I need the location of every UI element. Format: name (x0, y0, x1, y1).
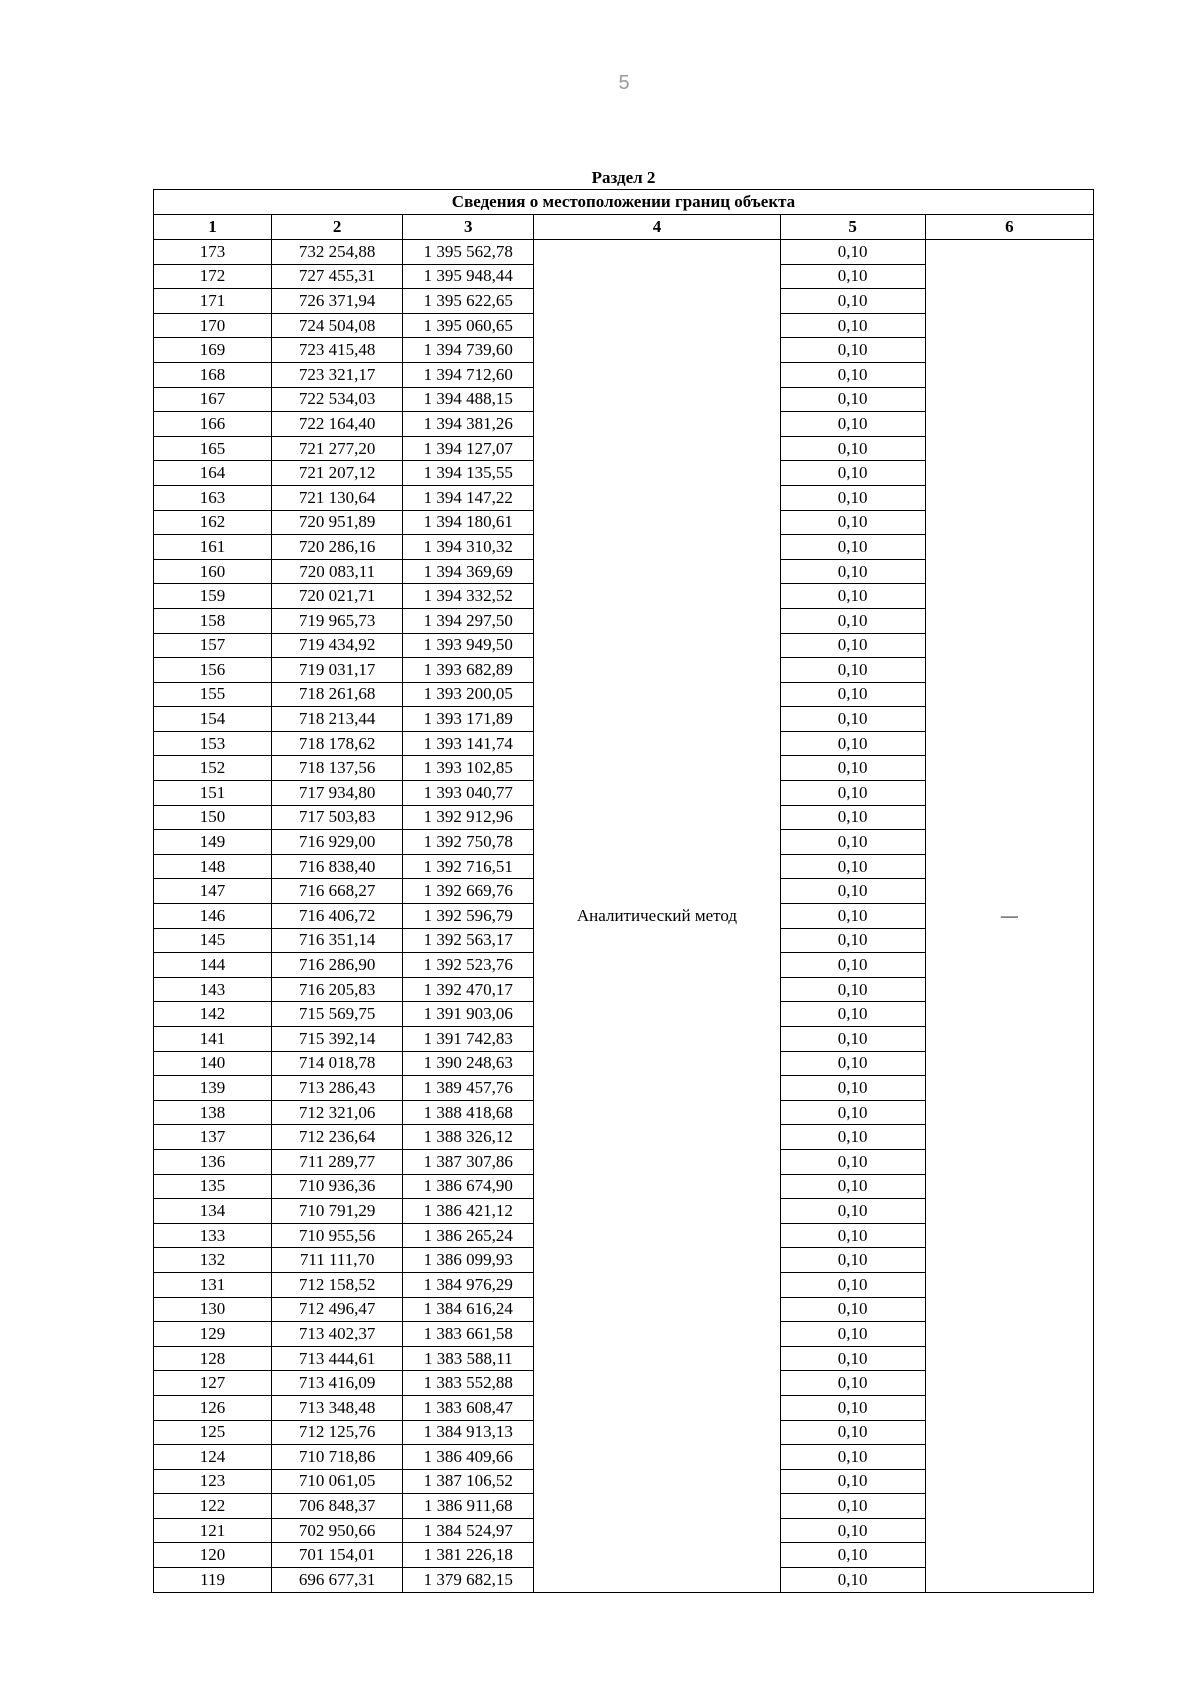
accuracy-cell: 0,10 (780, 1543, 925, 1568)
y-coordinate-cell: 1 384 524,97 (403, 1518, 534, 1543)
x-coordinate-cell: 713 286,43 (272, 1076, 403, 1101)
y-coordinate-cell: 1 395 562,78 (403, 240, 534, 265)
x-coordinate-cell: 714 018,78 (272, 1051, 403, 1076)
point-number-cell: 168 (154, 362, 272, 387)
point-number-cell: 159 (154, 584, 272, 609)
y-coordinate-cell: 1 394 739,60 (403, 338, 534, 363)
x-coordinate-cell: 715 569,75 (272, 1002, 403, 1027)
accuracy-cell: 0,10 (780, 289, 925, 314)
point-number-cell: 150 (154, 805, 272, 830)
x-coordinate-cell: 717 934,80 (272, 781, 403, 806)
y-coordinate-cell: 1 391 903,06 (403, 1002, 534, 1027)
point-number-cell: 146 (154, 904, 272, 929)
point-number-cell: 136 (154, 1149, 272, 1174)
accuracy-cell: 0,10 (780, 1248, 925, 1273)
accuracy-cell: 0,10 (780, 584, 925, 609)
accuracy-cell: 0,10 (780, 1272, 925, 1297)
page-number: 5 (618, 72, 630, 94)
x-coordinate-cell: 711 111,70 (272, 1248, 403, 1273)
point-number-cell: 164 (154, 461, 272, 486)
accuracy-cell: 0,10 (780, 1371, 925, 1396)
y-coordinate-cell: 1 394 310,32 (403, 535, 534, 560)
accuracy-cell: 0,10 (780, 1297, 925, 1322)
y-coordinate-cell: 1 393 141,74 (403, 731, 534, 756)
point-number-cell: 149 (154, 830, 272, 855)
point-number-cell: 135 (154, 1174, 272, 1199)
accuracy-cell: 0,10 (780, 1149, 925, 1174)
x-coordinate-cell: 711 289,77 (272, 1149, 403, 1174)
accuracy-cell: 0,10 (780, 1051, 925, 1076)
accuracy-cell: 0,10 (780, 854, 925, 879)
accuracy-cell: 0,10 (780, 313, 925, 338)
point-number-cell: 138 (154, 1100, 272, 1125)
accuracy-cell: 0,10 (780, 436, 925, 461)
column-header-3: 3 (403, 215, 534, 240)
y-coordinate-cell: 1 392 669,76 (403, 879, 534, 904)
accuracy-cell: 0,10 (780, 1174, 925, 1199)
y-coordinate-cell: 1 389 457,76 (403, 1076, 534, 1101)
accuracy-cell: 0,10 (780, 928, 925, 953)
x-coordinate-cell: 723 321,17 (272, 362, 403, 387)
point-number-cell: 154 (154, 707, 272, 732)
table-body (154, 240, 1094, 1593)
y-coordinate-cell: 1 395 948,44 (403, 264, 534, 289)
point-number-cell: 147 (154, 879, 272, 904)
table-row (154, 240, 1094, 265)
point-number-cell: 161 (154, 535, 272, 560)
y-coordinate-cell: 1 393 171,89 (403, 707, 534, 732)
point-number-cell: 125 (154, 1420, 272, 1445)
point-number-cell: 143 (154, 977, 272, 1002)
accuracy-cell: 0,10 (780, 510, 925, 535)
y-coordinate-cell: 1 392 523,76 (403, 953, 534, 978)
x-coordinate-cell: 721 207,12 (272, 461, 403, 486)
x-coordinate-cell: 717 503,83 (272, 805, 403, 830)
accuracy-cell: 0,10 (780, 1395, 925, 1420)
y-coordinate-cell: 1 392 596,79 (403, 904, 534, 929)
y-coordinate-cell: 1 393 682,89 (403, 658, 534, 683)
point-number-cell: 160 (154, 559, 272, 584)
point-number-cell: 170 (154, 313, 272, 338)
x-coordinate-cell: 713 348,48 (272, 1395, 403, 1420)
x-coordinate-cell: 720 083,11 (272, 559, 403, 584)
point-number-cell: 156 (154, 658, 272, 683)
accuracy-cell: 0,10 (780, 904, 925, 929)
y-coordinate-cell: 1 379 682,15 (403, 1568, 534, 1593)
accuracy-cell: 0,10 (780, 485, 925, 510)
column-header-4: 4 (534, 215, 780, 240)
y-coordinate-cell: 1 392 470,17 (403, 977, 534, 1002)
point-number-cell: 126 (154, 1395, 272, 1420)
accuracy-cell: 0,10 (780, 1469, 925, 1494)
y-coordinate-cell: 1 390 248,63 (403, 1051, 534, 1076)
accuracy-cell: 0,10 (780, 240, 925, 265)
x-coordinate-cell: 716 406,72 (272, 904, 403, 929)
y-coordinate-cell: 1 393 949,50 (403, 633, 534, 658)
point-number-cell: 121 (154, 1518, 272, 1543)
y-coordinate-cell: 1 392 750,78 (403, 830, 534, 855)
y-coordinate-cell: 1 386 099,93 (403, 1248, 534, 1273)
x-coordinate-cell: 710 061,05 (272, 1469, 403, 1494)
y-coordinate-cell: 1 394 127,07 (403, 436, 534, 461)
accuracy-cell: 0,10 (780, 1322, 925, 1347)
point-number-cell: 171 (154, 289, 272, 314)
y-coordinate-cell: 1 394 180,61 (403, 510, 534, 535)
y-coordinate-cell: 1 395 060,65 (403, 313, 534, 338)
y-coordinate-cell: 1 392 563,17 (403, 928, 534, 953)
y-coordinate-cell: 1 386 265,24 (403, 1223, 534, 1248)
point-number-cell: 145 (154, 928, 272, 953)
y-coordinate-cell: 1 386 911,68 (403, 1494, 534, 1519)
y-coordinate-cell: 1 395 622,65 (403, 289, 534, 314)
point-number-cell: 128 (154, 1346, 272, 1371)
point-number-cell: 169 (154, 338, 272, 363)
y-coordinate-cell: 1 388 418,68 (403, 1100, 534, 1125)
section-title: Раздел 2 (591, 168, 656, 187)
y-coordinate-cell: 1 383 588,11 (403, 1346, 534, 1371)
x-coordinate-cell: 712 321,06 (272, 1100, 403, 1125)
column-6-cell: — (925, 240, 1093, 1593)
accuracy-cell: 0,10 (780, 781, 925, 806)
accuracy-cell: 0,10 (780, 1568, 925, 1593)
column-header-2: 2 (272, 215, 403, 240)
x-coordinate-cell: 718 137,56 (272, 756, 403, 781)
x-coordinate-cell: 720 286,16 (272, 535, 403, 560)
y-coordinate-cell: 1 387 106,52 (403, 1469, 534, 1494)
x-coordinate-cell: 719 434,92 (272, 633, 403, 658)
x-coordinate-cell: 718 261,68 (272, 682, 403, 707)
y-coordinate-cell: 1 386 421,12 (403, 1199, 534, 1224)
column-header-row (154, 215, 1094, 240)
x-coordinate-cell: 716 929,00 (272, 830, 403, 855)
point-number-cell: 133 (154, 1223, 272, 1248)
point-number-cell: 144 (154, 953, 272, 978)
point-number-cell: 127 (154, 1371, 272, 1396)
y-coordinate-cell: 1 384 616,24 (403, 1297, 534, 1322)
accuracy-cell: 0,10 (780, 264, 925, 289)
accuracy-cell: 0,10 (780, 1100, 925, 1125)
x-coordinate-cell: 712 496,47 (272, 1297, 403, 1322)
x-coordinate-cell: 716 205,83 (272, 977, 403, 1002)
accuracy-cell: 0,10 (780, 1076, 925, 1101)
y-coordinate-cell: 1 386 409,66 (403, 1445, 534, 1470)
point-number-cell: 129 (154, 1322, 272, 1347)
x-coordinate-cell: 710 718,86 (272, 1445, 403, 1470)
x-coordinate-cell: 716 286,90 (272, 953, 403, 978)
accuracy-cell: 0,10 (780, 707, 925, 732)
x-coordinate-cell: 710 955,56 (272, 1223, 403, 1248)
point-number-cell: 163 (154, 485, 272, 510)
y-coordinate-cell: 1 394 712,60 (403, 362, 534, 387)
y-coordinate-cell: 1 387 307,86 (403, 1149, 534, 1174)
column-header-6: 6 (925, 215, 1093, 240)
point-number-cell: 124 (154, 1445, 272, 1470)
point-number-cell: 157 (154, 633, 272, 658)
y-coordinate-cell: 1 394 488,15 (403, 387, 534, 412)
accuracy-cell: 0,10 (780, 1346, 925, 1371)
x-coordinate-cell: 712 125,76 (272, 1420, 403, 1445)
x-coordinate-cell: 716 668,27 (272, 879, 403, 904)
point-number-cell: 167 (154, 387, 272, 412)
column-header-1: 1 (154, 215, 272, 240)
y-coordinate-cell: 1 394 369,69 (403, 559, 534, 584)
point-number-cell: 139 (154, 1076, 272, 1101)
x-coordinate-cell: 712 236,64 (272, 1125, 403, 1150)
x-coordinate-cell: 701 154,01 (272, 1543, 403, 1568)
y-coordinate-cell: 1 383 661,58 (403, 1322, 534, 1347)
point-number-cell: 122 (154, 1494, 272, 1519)
accuracy-cell: 0,10 (780, 412, 925, 437)
point-number-cell: 151 (154, 781, 272, 806)
y-coordinate-cell: 1 394 147,22 (403, 485, 534, 510)
accuracy-cell: 0,10 (780, 338, 925, 363)
accuracy-cell: 0,10 (780, 1027, 925, 1052)
accuracy-cell: 0,10 (780, 879, 925, 904)
point-number-cell: 137 (154, 1125, 272, 1150)
point-number-cell: 152 (154, 756, 272, 781)
y-coordinate-cell: 1 384 976,29 (403, 1272, 534, 1297)
y-coordinate-cell: 1 394 332,52 (403, 584, 534, 609)
point-number-cell: 142 (154, 1002, 272, 1027)
accuracy-cell: 0,10 (780, 1494, 925, 1519)
accuracy-cell: 0,10 (780, 387, 925, 412)
point-number-cell: 155 (154, 682, 272, 707)
x-coordinate-cell: 722 164,40 (272, 412, 403, 437)
point-number-cell: 130 (154, 1297, 272, 1322)
x-coordinate-cell: 732 254,88 (272, 240, 403, 265)
method-cell: Аналитический метод (534, 240, 780, 1593)
accuracy-cell: 0,10 (780, 830, 925, 855)
point-number-cell: 120 (154, 1543, 272, 1568)
point-number-cell: 132 (154, 1248, 272, 1273)
accuracy-cell: 0,10 (780, 756, 925, 781)
y-coordinate-cell: 1 393 102,85 (403, 756, 534, 781)
y-coordinate-cell: 1 388 326,12 (403, 1125, 534, 1150)
accuracy-cell: 0,10 (780, 559, 925, 584)
point-number-cell: 141 (154, 1027, 272, 1052)
x-coordinate-cell: 702 950,66 (272, 1518, 403, 1543)
x-coordinate-cell: 715 392,14 (272, 1027, 403, 1052)
column-header-5: 5 (780, 215, 925, 240)
point-number-cell: 123 (154, 1469, 272, 1494)
y-coordinate-cell: 1 383 608,47 (403, 1395, 534, 1420)
point-number-cell: 173 (154, 240, 272, 265)
accuracy-cell: 0,10 (780, 608, 925, 633)
point-number-cell: 166 (154, 412, 272, 437)
x-coordinate-cell: 724 504,08 (272, 313, 403, 338)
x-coordinate-cell: 721 277,20 (272, 436, 403, 461)
x-coordinate-cell: 713 402,37 (272, 1322, 403, 1347)
accuracy-cell: 0,10 (780, 953, 925, 978)
y-coordinate-cell: 1 393 040,77 (403, 781, 534, 806)
y-coordinate-cell: 1 384 913,13 (403, 1420, 534, 1445)
table-title-row (154, 190, 1094, 215)
x-coordinate-cell: 720 021,71 (272, 584, 403, 609)
x-coordinate-cell: 726 371,94 (272, 289, 403, 314)
point-number-cell: 131 (154, 1272, 272, 1297)
y-coordinate-cell: 1 394 381,26 (403, 412, 534, 437)
point-number-cell: 158 (154, 608, 272, 633)
x-coordinate-cell: 710 791,29 (272, 1199, 403, 1224)
point-number-cell: 140 (154, 1051, 272, 1076)
y-coordinate-cell: 1 391 742,83 (403, 1027, 534, 1052)
x-coordinate-cell: 718 178,62 (272, 731, 403, 756)
point-number-cell: 119 (154, 1568, 272, 1593)
accuracy-cell: 0,10 (780, 1420, 925, 1445)
point-number-cell: 165 (154, 436, 272, 461)
accuracy-cell: 0,10 (780, 731, 925, 756)
point-number-cell: 134 (154, 1199, 272, 1224)
y-coordinate-cell: 1 394 135,55 (403, 461, 534, 486)
accuracy-cell: 0,10 (780, 805, 925, 830)
table-title: Сведения о местоположении границ объекта (154, 190, 1094, 215)
x-coordinate-cell: 727 455,31 (272, 264, 403, 289)
x-coordinate-cell: 716 351,14 (272, 928, 403, 953)
y-coordinate-cell: 1 383 552,88 (403, 1371, 534, 1396)
accuracy-cell: 0,10 (780, 1445, 925, 1470)
x-coordinate-cell: 720 951,89 (272, 510, 403, 535)
x-coordinate-cell: 716 838,40 (272, 854, 403, 879)
accuracy-cell: 0,10 (780, 362, 925, 387)
boundary-coordinates-table (153, 189, 1094, 1593)
point-number-cell: 153 (154, 731, 272, 756)
accuracy-cell: 0,10 (780, 977, 925, 1002)
x-coordinate-cell: 719 965,73 (272, 608, 403, 633)
point-number-cell: 172 (154, 264, 272, 289)
point-number-cell: 148 (154, 854, 272, 879)
accuracy-cell: 0,10 (780, 535, 925, 560)
x-coordinate-cell: 713 444,61 (272, 1346, 403, 1371)
y-coordinate-cell: 1 392 716,51 (403, 854, 534, 879)
accuracy-cell: 0,10 (780, 682, 925, 707)
y-coordinate-cell: 1 393 200,05 (403, 682, 534, 707)
x-coordinate-cell: 713 416,09 (272, 1371, 403, 1396)
y-coordinate-cell: 1 394 297,50 (403, 608, 534, 633)
x-coordinate-cell: 710 936,36 (272, 1174, 403, 1199)
accuracy-cell: 0,10 (780, 658, 925, 683)
accuracy-cell: 0,10 (780, 461, 925, 486)
x-coordinate-cell: 696 677,31 (272, 1568, 403, 1593)
x-coordinate-cell: 712 158,52 (272, 1272, 403, 1297)
x-coordinate-cell: 721 130,64 (272, 485, 403, 510)
y-coordinate-cell: 1 381 226,18 (403, 1543, 534, 1568)
x-coordinate-cell: 719 031,17 (272, 658, 403, 683)
x-coordinate-cell: 723 415,48 (272, 338, 403, 363)
accuracy-cell: 0,10 (780, 1223, 925, 1248)
point-number-cell: 162 (154, 510, 272, 535)
accuracy-cell: 0,10 (780, 1002, 925, 1027)
accuracy-cell: 0,10 (780, 1199, 925, 1224)
y-coordinate-cell: 1 386 674,90 (403, 1174, 534, 1199)
accuracy-cell: 0,10 (780, 1518, 925, 1543)
y-coordinate-cell: 1 392 912,96 (403, 805, 534, 830)
x-coordinate-cell: 722 534,03 (272, 387, 403, 412)
x-coordinate-cell: 706 848,37 (272, 1494, 403, 1519)
accuracy-cell: 0,10 (780, 633, 925, 658)
x-coordinate-cell: 718 213,44 (272, 707, 403, 732)
accuracy-cell: 0,10 (780, 1125, 925, 1150)
